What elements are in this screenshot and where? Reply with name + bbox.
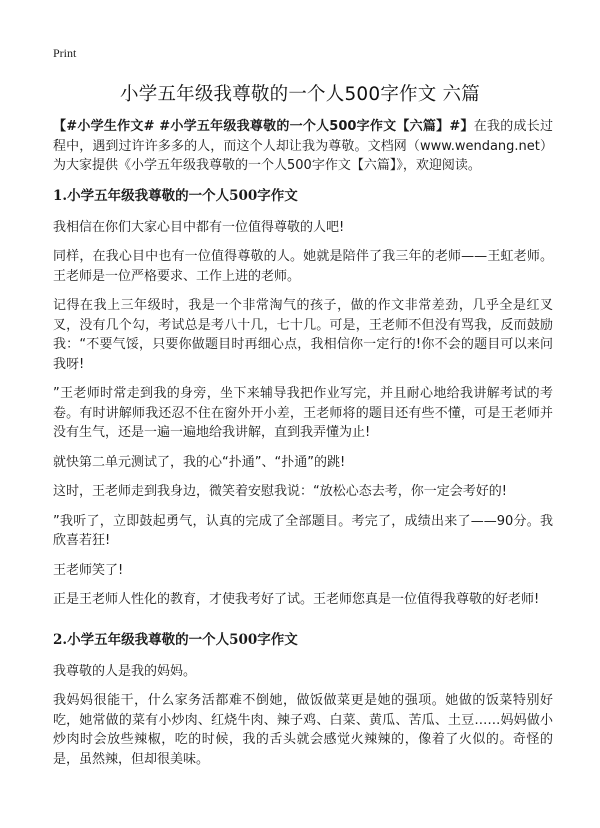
print-label: Print xyxy=(53,46,77,60)
intro-tags: 【#小学生作文# #小学五年级我尊敬的一个人500字作文【六篇】#】 xyxy=(53,119,474,134)
paragraph: 同样，在我心目中也有一位值得尊敬的人。她就是陪伴了我三年的老师——王虹老师。王老师是一位严格要求、工作上进的老师。 xyxy=(53,249,553,284)
paragraph: 王老师笑了! xyxy=(53,562,124,578)
intro-paragraph xyxy=(53,117,553,176)
paragraph: 我相信在你们大家心目中都有一位值得尊敬的人吧! xyxy=(53,219,345,235)
section-heading: 2.小学五年级我尊敬的一个人500字作文 xyxy=(53,631,298,648)
paragraph: 记得在我上三年级时，我是一个非常淘气的孩子，做的作文非常差劲，几乎全是红叉叉，没有几个勾，考试总是考八十几，七十几。可是，王老师不但没有骂我，反而鼓励我：“不要气馁，只要你做题目时再细心点，我相信你一定行的!你不会的题目可以来问我呀! xyxy=(53,298,553,372)
paragraph: 我尊敬的人是我的妈妈。 xyxy=(53,663,197,679)
paragraph: 正是王老师人性化的教育，才使我考好了试。王老师您真是一位值得我尊敬的好老师! xyxy=(53,592,540,607)
intro-text: 在我的成长过程中，遇到过许许多多的人，而这个人却让我为尊敬。文档网（www.wendang.net）为大家提供《小学五年级我尊敬的一个人500字作文【六篇】》，欢迎阅读。 xyxy=(53,119,553,173)
paragraph: 这时，王老师走到我身边，微笑着安慰我说：“放松心态去考，你一定会考好的! xyxy=(53,484,507,499)
section-2 xyxy=(53,630,553,770)
section-heading: 1.小学五年级我尊敬的一个人500字作文 xyxy=(53,187,298,204)
paragraph: ”王老师时常走到我的身旁，坐下来辅导我把作业写完，并且耐心地给我讲解考试的考卷。有时讲解师我还忍不住在窗外开小差，王老师将的题目还有些不懂，可是王老师并没有生气，还是一遍一遍地给我讲解，直到我弄懂为止! xyxy=(53,386,553,440)
paragraph: 就快第二单元测试了，我的心“扑通”、“扑通”的跳! xyxy=(53,454,346,470)
paragraph: 我妈妈很能干，什么家务活都难不倒她，做饭做菜更是她的强项。她做的饭菜特别好吃，她常做的菜有小炒肉、红烧牛肉、辣子鸡、白菜、黄瓜、苦瓜、土豆……妈妈做小炒肉时会放些辣椒，吃的时候，我的舌头就会感觉火辣辣的，像着了火似的。奇怪的是，虽然辣，但却很美味。 xyxy=(53,693,553,767)
paragraph: ”我听了，立即鼓起勇气，认真的完成了全部题目。考完了，成绩出来了——90分。我欣喜若狂! xyxy=(53,513,553,548)
section-1 xyxy=(53,186,553,610)
document-body xyxy=(53,117,553,779)
document-title: 小学五年级我尊敬的一个人500字作文 六篇 xyxy=(120,84,480,105)
